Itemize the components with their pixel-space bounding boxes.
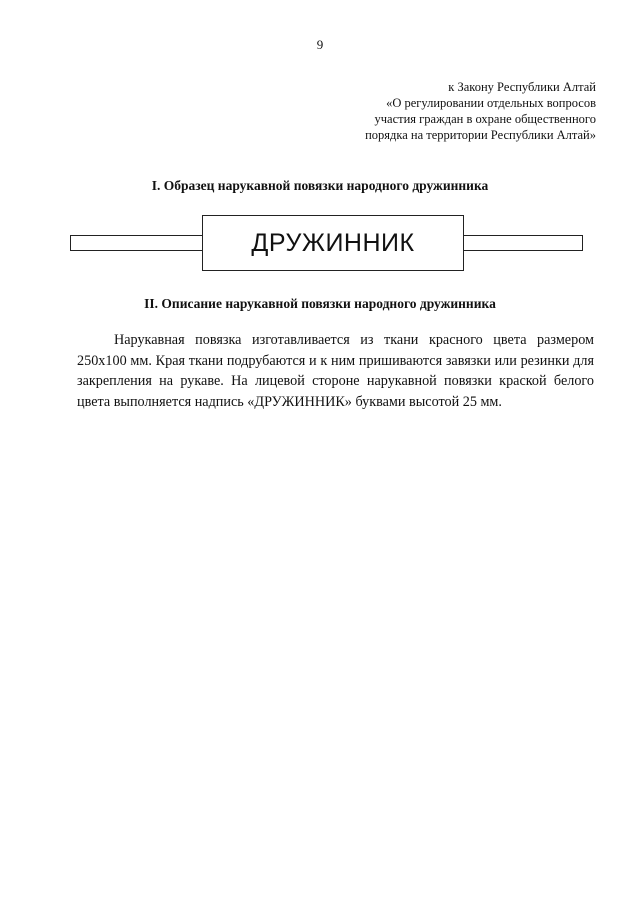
- appendix-line: «О регулировании отдельных вопросов: [386, 96, 596, 110]
- armband-sample: [202, 215, 464, 271]
- description-paragraph: Нарукавная повязка изготавливается из ткани красного цвета размером 250x100 мм. Края ткани подрубаются и к ним пришиваются завязки или резинки для закрепления на рукаве. На лицевой стороне нарукавной повязки краской белого цвета выполняется надпись «ДРУЖИННИК» буквами высотой 25 мм.: [77, 332, 594, 410]
- appendix-line: участия граждан в охране общественного: [374, 112, 596, 126]
- appendix-line: порядка на территории Республики Алтай»: [365, 128, 596, 142]
- appendix-line: к Закону Республики Алтай: [448, 80, 596, 94]
- appendix-note: [276, 79, 596, 143]
- page-number: 9: [316, 37, 324, 52]
- section-1-heading: I. Образец нарукавной повязки народного дружинника: [151, 178, 489, 193]
- armband-strap-left: [70, 235, 204, 251]
- armband-label: ДРУЖИННИК: [251, 228, 415, 257]
- armband-strap-right: [462, 235, 583, 251]
- section-2-heading: II. Описание нарукавной повязки народного дружинника: [144, 296, 496, 311]
